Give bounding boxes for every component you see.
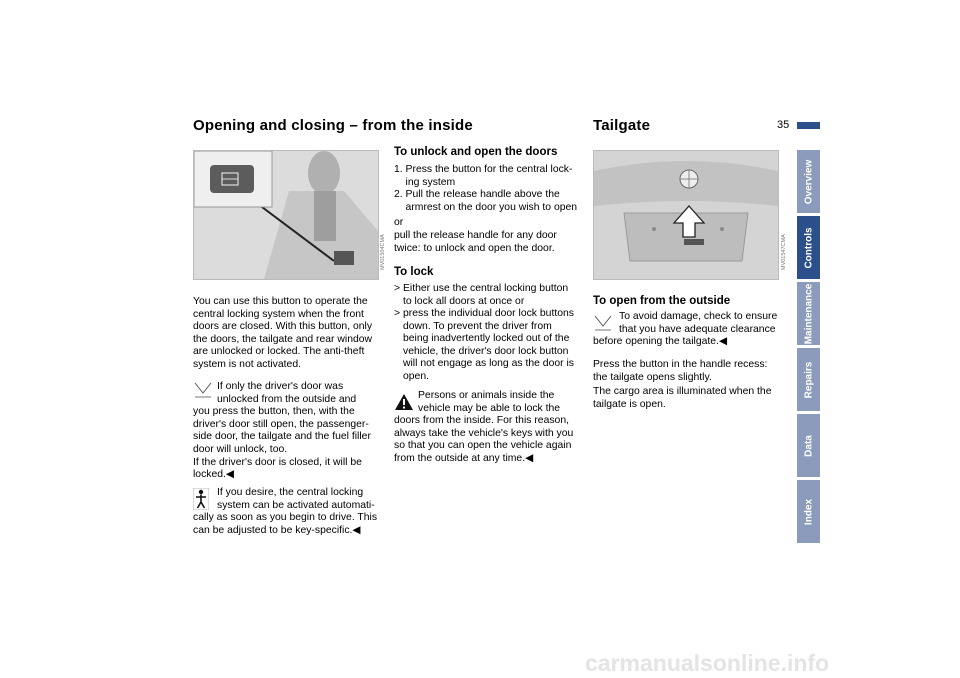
lock-item-2: > press the individual door lock buttons down. To prevent the driver from being inadvertently locked out of the vehicle, the driver's door lock button will not engage as long as the door is open.: [394, 308, 574, 382]
unlock-or: or: [394, 217, 404, 228]
section-title-opening-closing: Opening and closing – from the inside: [193, 117, 473, 134]
heading-to-lock: To lock: [394, 266, 434, 278]
tailgate-photo: [593, 150, 779, 280]
header-accent-bar: [797, 122, 820, 129]
section-title-tailgate: Tailgate: [593, 117, 651, 134]
bullet-marker: >: [394, 283, 401, 294]
note-auto-locking: If you desire, the central locking system can be activated automati- cally as soon as you begin to drive. This can be adjusted to be key-specific.◀: [193, 487, 378, 536]
intro-paragraph: You can use this button to operate the central locking system when the front doors are closed. With this button, only the doors, the tailgate and rear window are unlocked or locked. The anti-theft system is not activated.: [193, 296, 373, 370]
tab-index-label: Index: [803, 498, 814, 525]
note-driver-door: If only the driver's door was unlocked from the outside and you press the button, then, with the driver's door still open, the passenger- side door, the tailgate and the fuel filler door will unlock, too. If the driver's door is closed, it will be locked.◀: [193, 381, 371, 481]
watermark: carmanualsonline.info: [585, 650, 830, 676]
tab-controls-label: Controls: [803, 226, 814, 269]
tab-controls[interactable]: [797, 216, 820, 279]
note-tailgate-clearance: To avoid damage, check to ensure that you have adequate clearance before opening the tailgate.◀: [593, 311, 778, 348]
bullet-marker: >: [394, 308, 401, 319]
tab-data[interactable]: [797, 414, 820, 477]
unlock-steps: 1. Press the button for the central lock- ing system 2. Pull the release handle above the armrest on the door you wish to open: [394, 164, 578, 213]
console-illustration: [194, 151, 378, 279]
tailgate-para-1: Press the button in the handle recess: the tailgate opens slightly.: [593, 359, 768, 383]
photo-code-right: MV01547CMA: [781, 234, 787, 270]
tab-maintenance[interactable]: [797, 282, 820, 345]
tab-index[interactable]: [797, 480, 820, 543]
heading-open-from-outside: To open from the outside: [593, 295, 731, 307]
tab-repairs[interactable]: [797, 348, 820, 411]
photo-code-left: MV01504CMA: [380, 234, 386, 270]
tab-overview-label: Overview: [803, 159, 814, 204]
tailgate-illustration: [594, 151, 778, 279]
heading-unlock-open: To unlock and open the doors: [394, 146, 558, 158]
warning-persons-animals: Persons or animals inside the vehicle may be able to lock the doors from the inside. For this reason, always take the vehicle's keys with you so that you can open the vehicle again from the outside at any time.◀: [394, 390, 574, 464]
tailgate-para-2: The cargo area is illuminated when the tailgate is open.: [593, 386, 772, 410]
tab-data-label: Data: [803, 434, 814, 457]
tab-maintenance-label: Maintenance: [803, 283, 814, 344]
tab-repairs-label: Repairs: [803, 361, 814, 398]
unlock-alternative: pull the release handle for any door twice: to unlock and open the door.: [394, 230, 557, 254]
lock-item-1: > Either use the central locking button to lock all doors at once or: [394, 283, 569, 307]
page-number: 35: [777, 119, 790, 131]
central-locking-photo: [193, 150, 379, 280]
tab-overview[interactable]: [797, 150, 820, 213]
